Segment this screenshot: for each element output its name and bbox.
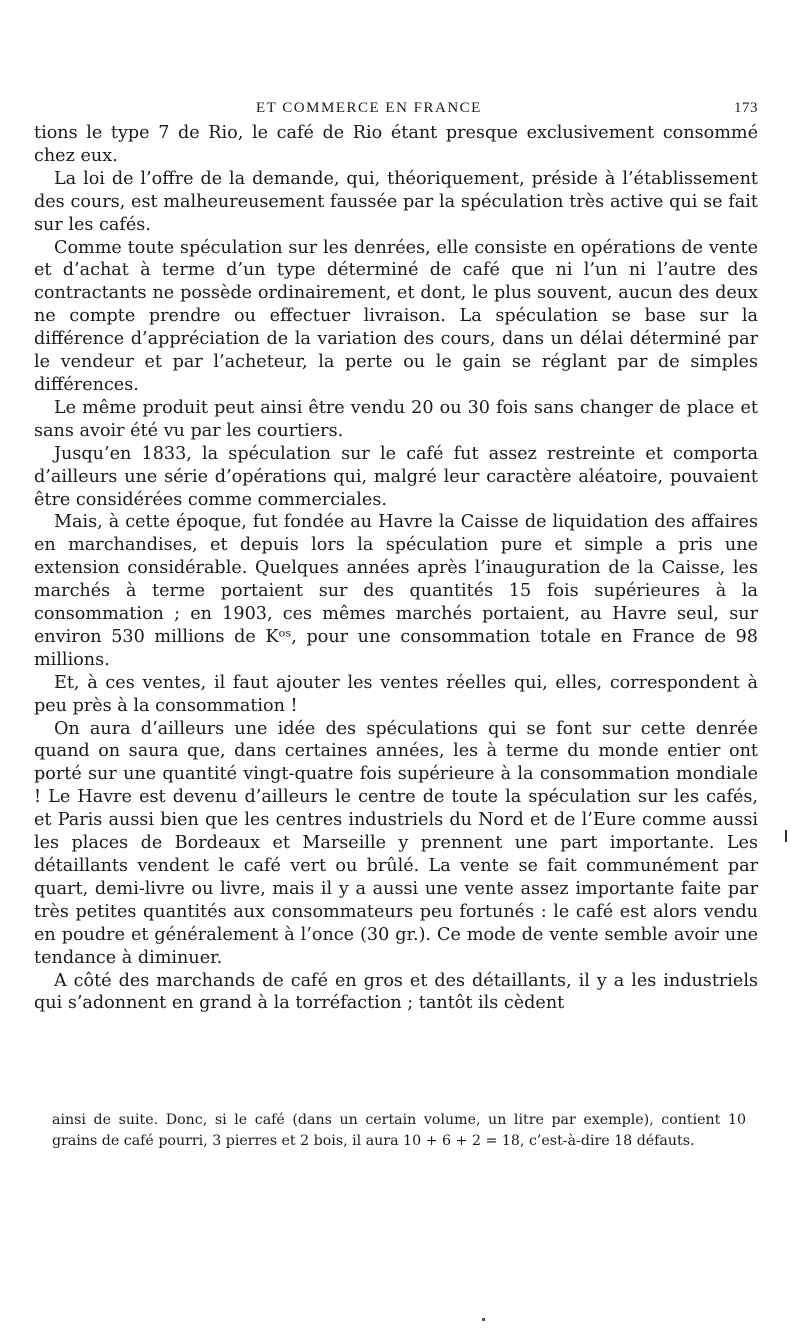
paragraph: Mais, à cette époque, fut fondée au Havre la Caisse de liquidation des affaires en marchandises, et depuis lors la spéculation pure et simple a pris une extension considérable. Quelques années après l’inauguration de la Caisse, les marchés à terme portaient sur des quantités 15 fois supérieures à la consommation ; en 1903, ces mêmes marchés portaient, au Havre seul, sur environ 530 millions de Kᵒˢ, pour une consommation totale en France de 98 millions. <box>34 512 758 670</box>
footnote: ainsi de suite. Donc, si le café (dans un certain volume, un litre par exemple), contient 10 grains de café pourri, 3 pierres et 2 bois, il aura 10 + 6 + 2 = 18, c’est-à-dire 18 défauts. <box>52 1112 746 1149</box>
body-text <box>34 122 758 1015</box>
page-number: 173 <box>734 100 758 116</box>
paragraph: Jusqu’en 1833, la spéculation sur le café fut assez restreinte et comporta d’ailleurs une série d’opérations qui, malgré leur caractère aléatoire, pouvaient être considérées comme commerciales. <box>34 443 758 510</box>
paragraph: On aura d’ailleurs une idée des spéculations qui se font sur cette denrée quand on saura que, dans certaines années, les à terme du monde entier ont porté sur une quantité vingt-quatre fois supérieure à la consommation mondiale ! Le Havre est devenu d’ailleurs le centre de toute la spéculation sur les cafés, et Paris aussi bien que les centres industriels du Nord et de l’Eure comme aussi les places de Bordeaux et Marseille y prennent une part importante. Les détaillants vendent le café vert ou brûlé. La vente se fait communément par quart, demi-livre ou livre, mais il y a aussi une vente assez importante faite par très petites quantités aux consommateurs peu fortunés : le café est alors vendu en poudre et généralement à l’once (30 gr.). Ce mode de vente semble avoir une tendance à diminuer. <box>34 718 758 968</box>
paragraph: Et, à ces ventes, il faut ajouter les ventes réelles qui, elles, correspondent à peu près à la consommation ! <box>34 672 758 716</box>
paragraph: tions le type 7 de Rio, le café de Rio étant presque exclusivement consommé chez eux. <box>34 123 758 166</box>
ink-speck <box>482 1318 485 1321</box>
page-content <box>34 96 758 1015</box>
margin-mark <box>785 830 787 842</box>
running-title: ET COMMERCE EN FRANCE <box>256 100 482 116</box>
paragraph: A côté des marchands de café en gros et des détaillants, il y a les industriels qui s’adonnent en grand à la torréfaction ; tantôt ils cèdent <box>34 970 758 1014</box>
paragraph: La loi de l’offre de la demande, qui, théoriquement, préside à l’établissement des cours, est malheureusement faussée par la spéculation très active qui se fait sur les cafés. <box>34 168 758 235</box>
paragraph: Comme toute spéculation sur les denrées, elle consiste en opérations de vente et d’achat à terme d’un type déterminé de café que ni l’un ni l’autre des contractants ne possède ordinairement, et dont, le plus souvent, aucun des deux ne compte prendre ou effectuer livraison. La spéculation se base sur la différence d’appréciation de la variation des cours, dans un délai déterminé par le vendeur et par l’acheteur, la perte ou le gain se réglant par de simples différences. <box>34 237 758 395</box>
paragraph: Le même produit peut ainsi être vendu 20 ou 30 fois sans changer de place et sans avoir été vu par les courtiers. <box>34 397 758 441</box>
running-header <box>34 96 758 122</box>
